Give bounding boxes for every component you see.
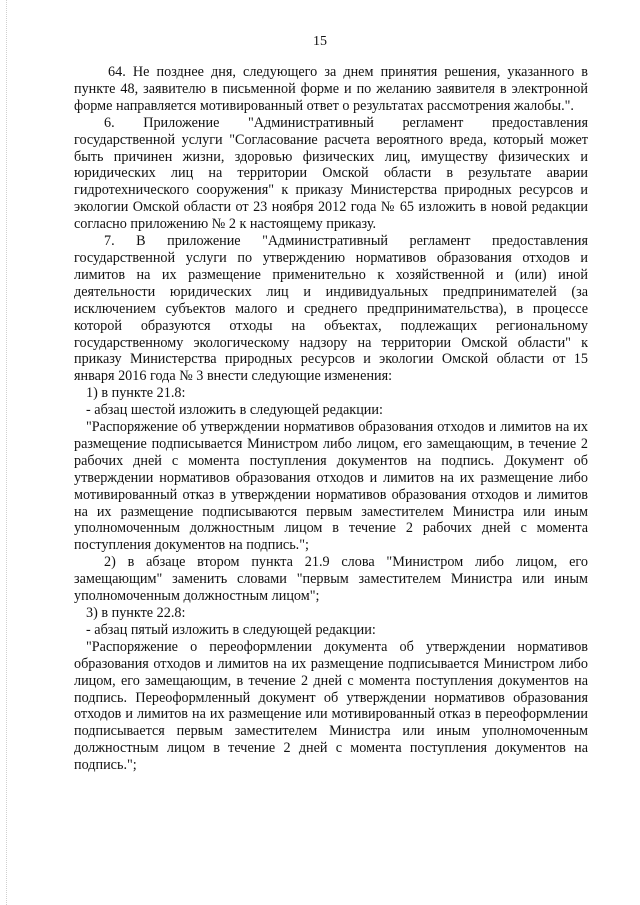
paragraph-subitem-1-note: - абзац шестой изложить в следующей редакции: — [86, 402, 383, 419]
paragraph-subitem-2: 2) в абзаце втором пункта 21.9 слова "Министром либо лицом, его замещающим" заменить словами "первым заместителем Министра или иным уполномоченным должностным лицом"; — [74, 554, 588, 605]
scan-edge — [6, 0, 7, 905]
paragraph-subitem-1: 1) в пункте 21.8: — [86, 385, 186, 402]
paragraph-subitem-3-note: - абзац пятый изложить в следующей редакции: — [86, 621, 376, 638]
paragraph-64: 64. Не позднее дня, следующего за днем принятия решения, указанного в пункте 48, заявителю в письменной форме и по желанию заявителя в электронной форме направляется мотивированный ответ о результатах рассмотрения жалобы.". — [74, 64, 588, 114]
paragraph-item-7: 7. В приложение "Административный регламент предоставления государственной услуги по утверждению нормативов образования отходов и лимитов на их размещение применительно к хозяйственной и (или) иной деятельности юридических лиц и индивидуальных предпринимателей (за исключением субъектов малого и среднего предпринимательства), в процессе которой образуются отходы на объектах, подлежащих региональному государственному экологическому надзору на территории Омской области" к приказу Министерства природных ресурсов и экологии Омской области от 15 января 2016 года № 3 внести следующие изменения: — [74, 233, 588, 385]
paragraph-subitem-3: 3) в пункте 22.8: — [86, 605, 186, 621]
document-body — [74, 64, 588, 774]
page-number: 15 — [313, 34, 327, 49]
paragraph-item-6: 6. Приложение "Административный регламент предоставления государственной услуги "Согласование расчета вероятного вреда, который может быть причинен жизни, здоровью физических лиц, имуществу физических и юридических лиц на территории Омской области в результате аварии гидротехнического сооружения" к приказу Министерства природных ресурсов и экологии Омской области от 23 ноября 2012 года № 65 изложить в новой редакции согласно приложению № 2 к настоящему приказу. — [74, 114, 588, 233]
paragraph-quote-2: "Распоряжение о переоформлении документа об утверждении нормативов образования отходов и лимитов на их размещение подписывается Министром либо лицом, его замещающим, в течение 2 дней с момента поступления документов на подпись. Переоформленный документ об утверждении нормативов образования отходов и лимитов на их размещение или мотивированный отказ в переоформлении подписывается первым заместителем Министра или иным уполномоченным должностным лицом в течение 2 дней с момента поступления документов на подпись."; — [74, 638, 588, 774]
paragraph-quote-1: "Распоряжение об утверждении нормативов образования отходов и лимитов на их размещение подписывается Министром либо лицом, его замещающим, в течение 2 рабочих дней с момента поступления документов на подпись. Документ об утверждении нормативов образования отходов и лимитов на их размещение либо мотивированный отказ в утверждении нормативов образования отходов и лимитов на их размещение подписываются первым заместителем Министра или иным уполномоченным должностным лицом в течение 2 рабочих дней с момента поступления документов на подпись."; — [74, 419, 588, 554]
